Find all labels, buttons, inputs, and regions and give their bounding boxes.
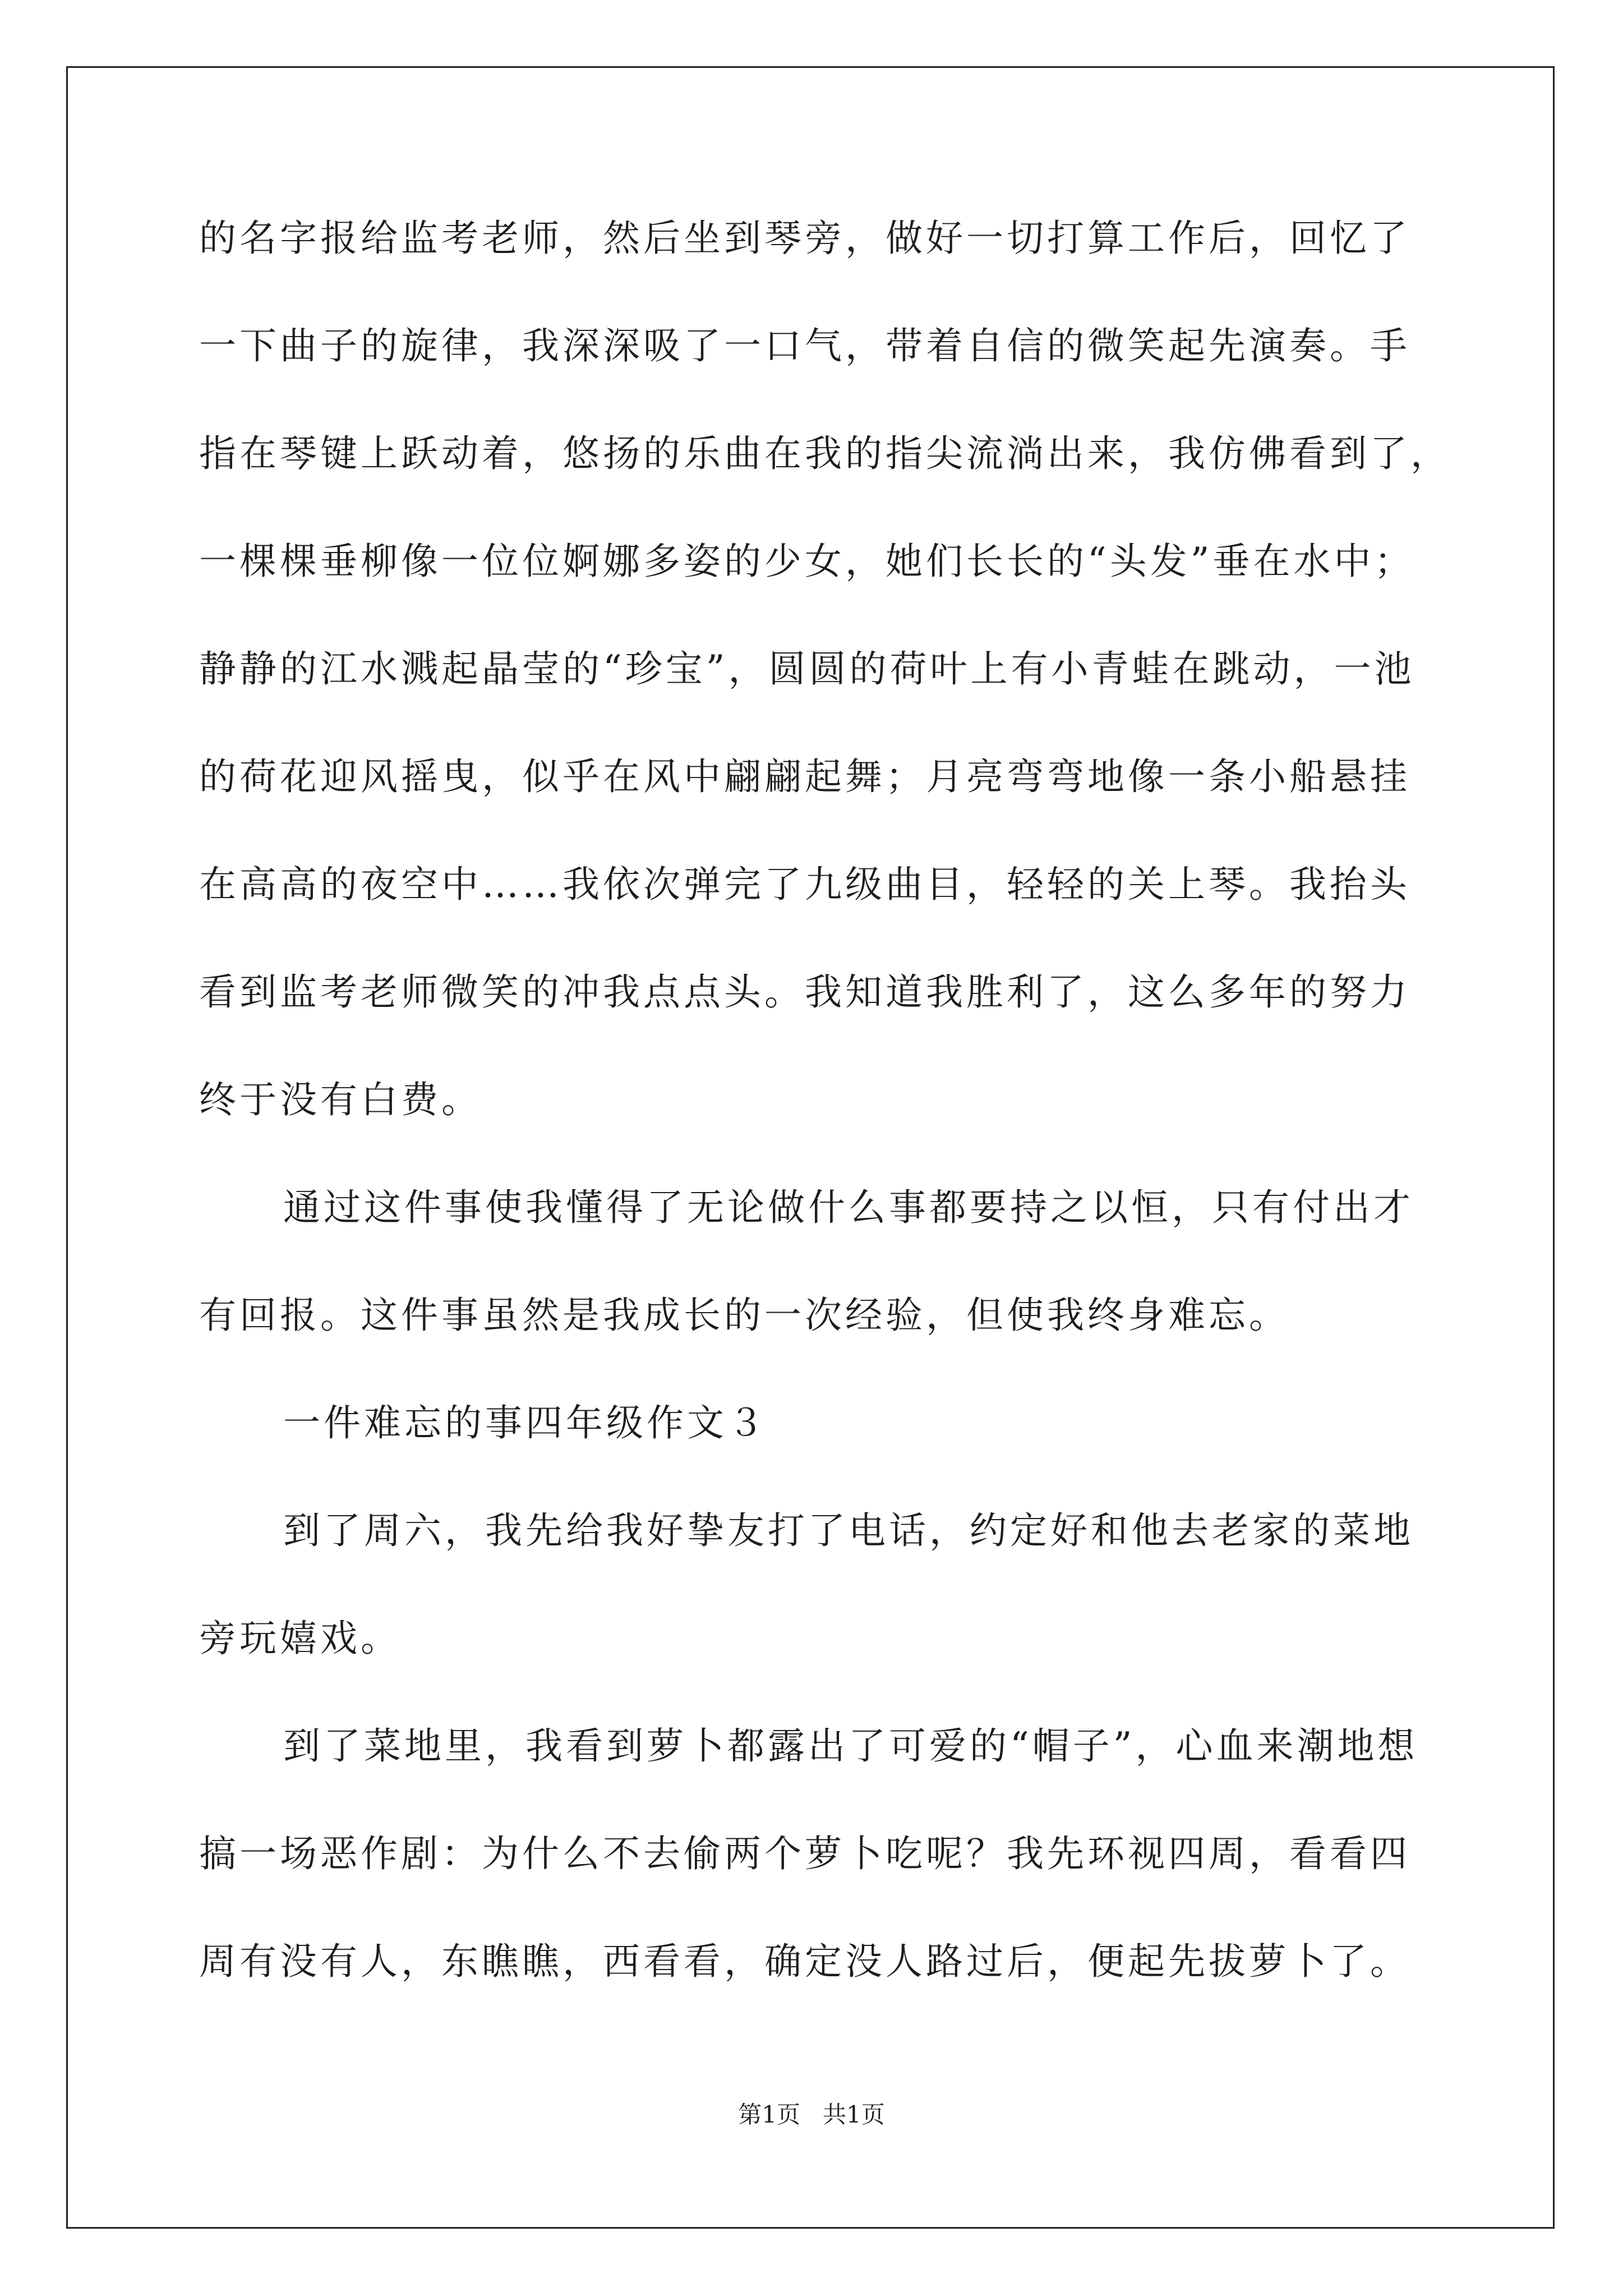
body-text-line: 一棵棵垂柳像一位位婀娜多姿的少女，她们长长的“头发”垂在水中； xyxy=(199,540,1415,583)
body-text-line: 在高高的夜空中……我依次弹完了九级曲目，轻轻的关上琴。我抬头 xyxy=(199,863,1410,906)
body-text-line: 的名字报给监考老师，然后坐到琴旁，做好一切打算工作后，回忆了 xyxy=(199,217,1410,260)
body-text-line: 的荷花迎风摇曳，似乎在风中翩翩起舞；月亮弯弯地像一条小船悬挂 xyxy=(199,755,1410,798)
body-text-line: 终于没有白费。 xyxy=(199,1078,482,1121)
body-text-line: 指在琴键上跃动着，悠扬的乐曲在我的指尖流淌出来，我仿佛看到了， xyxy=(199,432,1451,475)
page-border xyxy=(66,66,1555,2229)
body-text-line: 周有没有人，东瞧瞧，西看看，确定没人路过后，便起先拔萝卜了。 xyxy=(199,1940,1410,1983)
body-text-line: 静静的江水溅起晶莹的“珍宝”，圆圆的荷叶上有小青蛙在跳动，一池 xyxy=(199,647,1415,691)
body-text-line: 一下曲子的旋律，我深深吸了一口气，带着自信的微笑起先演奏。手 xyxy=(199,324,1410,367)
body-text-line: 旁玩嬉戏。 xyxy=(199,1617,401,1660)
paragraph-first-line: 到了周六，我先给我好挚友打了电话，约定好和他去老家的菜地 xyxy=(283,1509,1414,1552)
paragraph-first-line: 通过这件事使我懂得了无论做什么事都要持之以恒，只有付出才 xyxy=(283,1186,1414,1229)
section-heading: 一件难忘的事四年级作文３ xyxy=(283,1401,768,1444)
page-footer: 第1页 共1页 xyxy=(738,2101,885,2128)
body-text-line: 搞一场恶作剧：为什么不去偷两个萝卜吃呢？我先环视四周，看看四 xyxy=(199,1832,1410,1875)
paragraph-first-line: 到了菜地里，我看到萝卜都露出了可爱的“帽子”，心血来潮地想 xyxy=(283,1724,1418,1768)
body-text-line: 看到监考老师微笑的冲我点点头。我知道我胜利了，这么多年的努力 xyxy=(199,970,1410,1014)
body-text-line: 有回报。这件事虽然是我成长的一次经验，但使我终身难忘。 xyxy=(199,1294,1289,1337)
